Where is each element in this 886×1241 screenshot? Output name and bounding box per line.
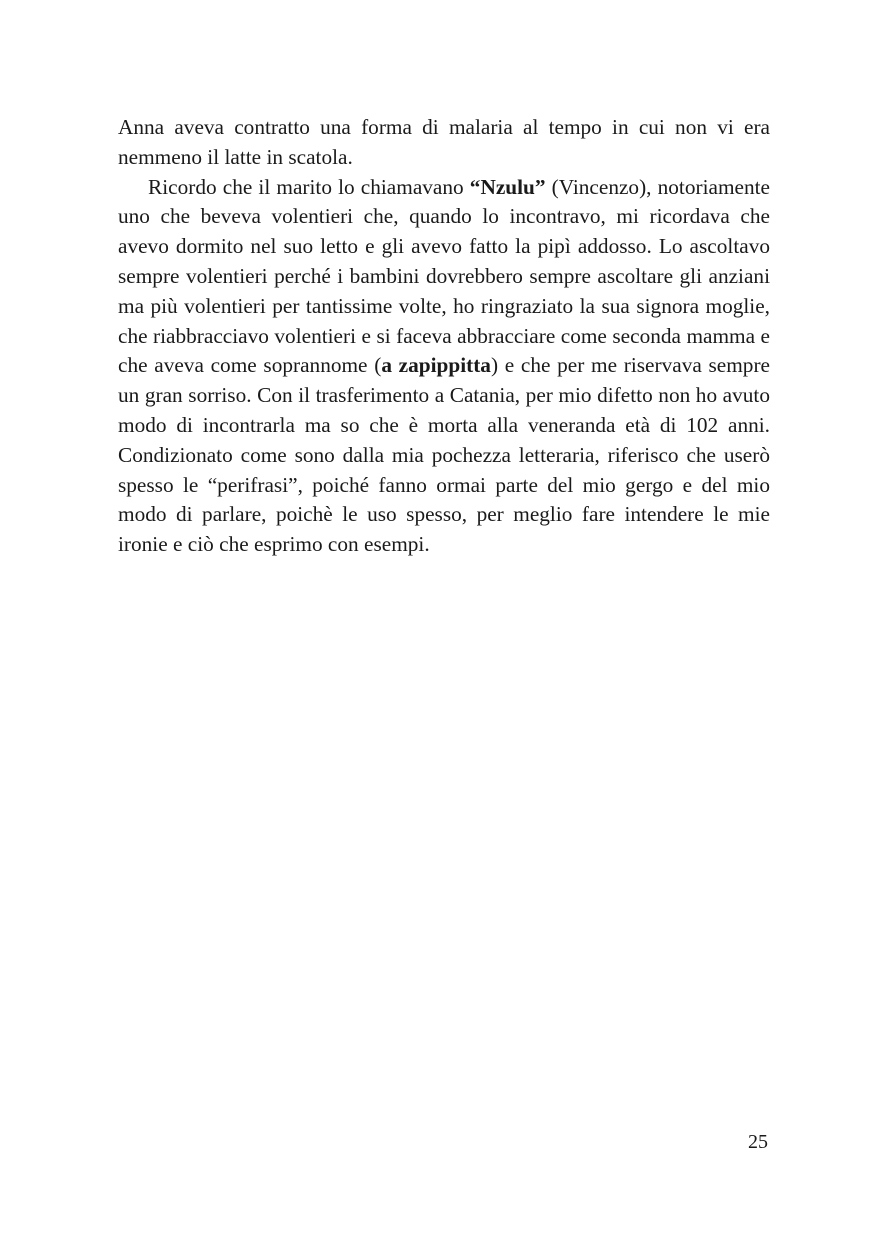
page-number: 25 <box>748 1131 768 1153</box>
paragraph-2-text-1: Ricordo che il marito lo chiamavano <box>148 174 470 199</box>
nickname-nzulu: “Nzulu” <box>469 174 546 199</box>
paragraph-2 <box>118 173 770 560</box>
nickname-zapippitta: a zapippitta <box>381 353 491 378</box>
paragraph-1: Anna aveva contratto una forma di malaria al tempo in cui non vi era nemmeno il latte in scatola. <box>118 115 770 169</box>
paragraph-2-text-2: (Vincenzo), notoriamente uno che beveva volentieri che, quando lo incontravo, mi ricordava che avevo dormito nel suo letto e gli avevo fatto la pipì addosso. Lo ascoltavo sempre volentieri perché i bambini dovrebbero sempre ascoltare gli anziani ma più volentieri per tantissime volte, ho ringraziato la sua signora moglie, che riabbracciavo volentieri e si faceva abbracciare come seconda mamma e che aveva come soprannome ( <box>118 174 770 378</box>
paragraph-2-text-3: ) e che per me riservava sempre un gran sorriso. Con il trasferimento a Catania, per mio difetto non ho avuto modo di incontrarla ma so che è morta alla veneranda età di 102 anni. Condizionato come sono dalla mia pochezza letteraria, riferisco che userò spesso le “perifrasi”, poiché fanno ormai parte del mio gergo e del mio modo di parlare, poichè le uso spesso, per meglio fare intendere le mie ironie e ciò che esprimo con esempi. <box>118 353 770 557</box>
page-body <box>118 113 770 560</box>
